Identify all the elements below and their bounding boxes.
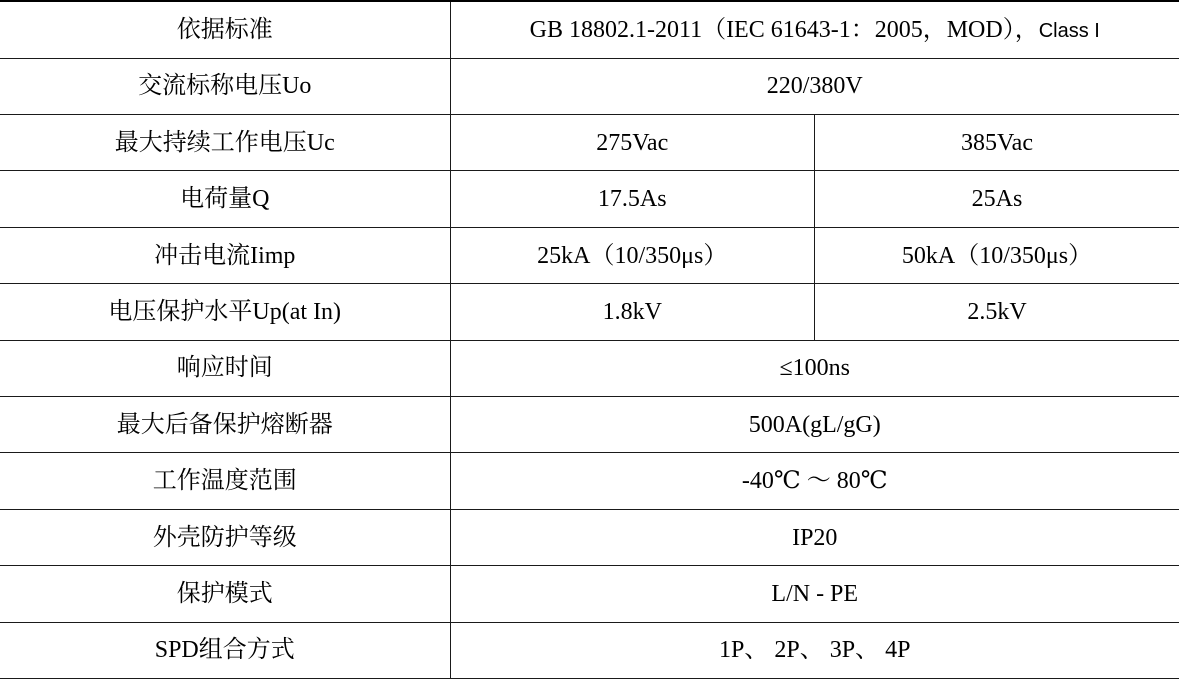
row-label: 工作温度范围 [0,453,450,509]
row-label: 最大持续工作电压Uc [0,115,450,171]
standard-code-text: GB 18802.1-2011（IEC 61643-1：2005，MOD）， [529,16,1039,43]
table-row [0,622,1179,678]
row-value-right: 2.5kV [815,284,1179,340]
table-row [0,171,1179,227]
row-label: 外壳防护等级 [0,509,450,565]
row-label: 响应时间 [0,340,450,396]
standard-class-text: Class I [1038,19,1100,42]
table-row [0,1,1179,58]
row-label: 保护模式 [0,566,450,622]
row-label: 电压保护水平Up(at In) [0,284,450,340]
table-row [0,340,1179,396]
row-value-left: 25kA（10/350μs） [450,227,815,283]
row-label: 最大后备保护熔断器 [0,397,450,453]
table-row [0,115,1179,171]
table-row [0,284,1179,340]
row-value-right: 25As [815,171,1179,227]
row-value: 500A(gL/gG) [450,397,1179,453]
row-label: 依据标准 [0,1,450,58]
table-row [0,566,1179,622]
row-value: ≤100ns [450,340,1179,396]
row-value-left: 17.5As [450,171,815,227]
row-value: 1P、 2P、 3P、 4P [450,622,1179,678]
row-label: 交流标称电压Uo [0,58,450,114]
table-row [0,453,1179,509]
row-value: IP20 [450,509,1179,565]
row-value-left: 275Vac [450,115,815,171]
row-label: SPD组合方式 [0,622,450,678]
row-label: 电荷量Q [0,171,450,227]
row-value-right: 385Vac [815,115,1179,171]
row-value-right: 50kA（10/350μs） [815,227,1179,283]
table-row [0,509,1179,565]
row-label: 冲击电流Iimp [0,227,450,283]
table-row [0,227,1179,283]
row-value: 220/380V [450,58,1179,114]
row-value: L/N - PE [450,566,1179,622]
table-row [0,397,1179,453]
row-value-left: 1.8kV [450,284,815,340]
row-value [450,1,1179,58]
row-value: -40℃ ～ 80℃ [450,453,1179,509]
table-row [0,58,1179,114]
